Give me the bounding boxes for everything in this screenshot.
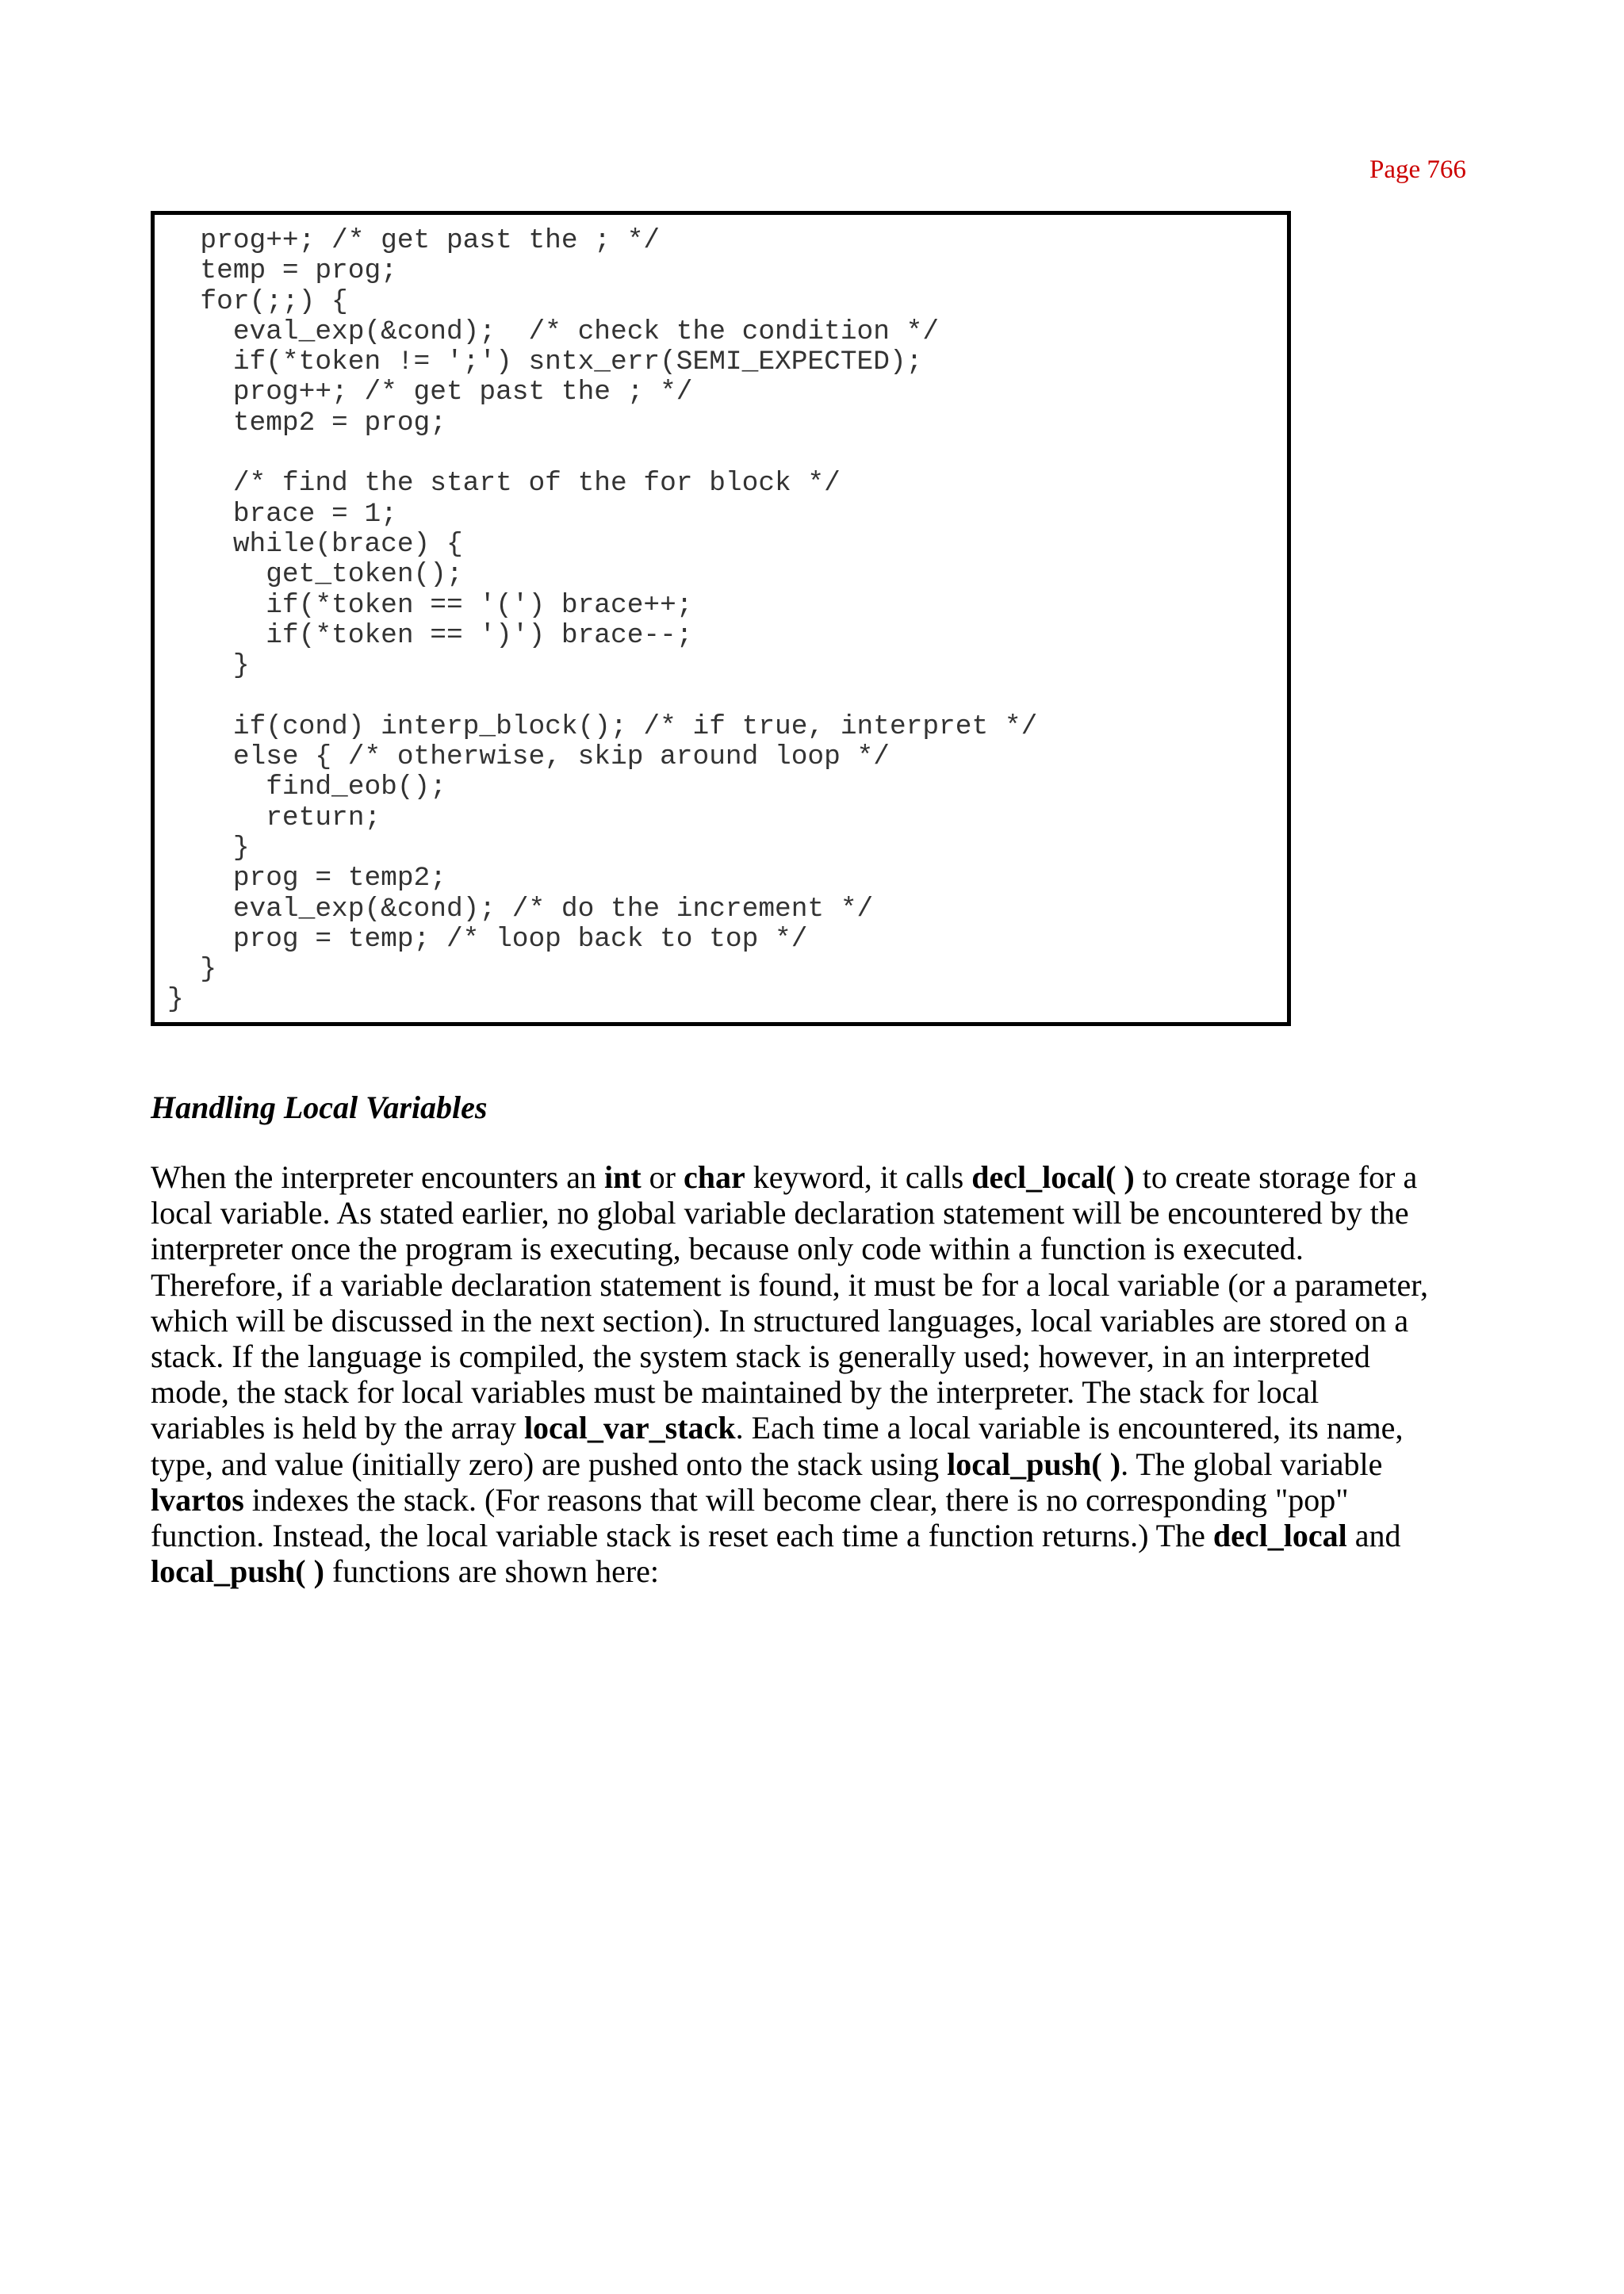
page-number: Page 766	[1369, 155, 1466, 184]
code-line: if(cond) interp_block(); /* if true, interpret */	[167, 710, 1038, 742]
text-run: functions are shown here:	[324, 1553, 660, 1590]
text-run: and	[1346, 1518, 1401, 1554]
code-line: }	[167, 984, 184, 1016]
code-line: }	[167, 832, 250, 864]
text-run: . Each time a local variable is encountered, its name,	[735, 1410, 1404, 1446]
paragraph-line: local variable. As stated earlier, no global variable declaration statement will be encountered by the	[151, 1195, 1409, 1231]
code-line: eval_exp(&cond); /* check the condition */	[167, 316, 940, 347]
code-line: temp2 = prog;	[167, 407, 446, 439]
paragraph-line: interpreter once the program is executing, because only code within a function is executed.	[151, 1231, 1304, 1267]
code-line: /* find the start of the for block */	[167, 468, 841, 500]
code-listing-box	[151, 211, 1291, 1026]
keyword-char: char	[683, 1159, 745, 1195]
code-line: eval_exp(&cond); /* do the increment */	[167, 893, 874, 925]
code-line: prog = temp2;	[167, 863, 446, 894]
paragraph-line	[151, 1159, 1483, 1195]
paragraph-line	[151, 1410, 1483, 1446]
text-run: . The global variable	[1120, 1446, 1383, 1482]
code-line: get_token();	[167, 559, 463, 591]
text-run: indexes the stack. (For reasons that will become clear, there is no corresponding "pop"	[243, 1481, 1349, 1518]
paragraph-line	[151, 1518, 1483, 1553]
code-listing	[167, 226, 1037, 1016]
identifier-local-var-stack: local_var_stack	[523, 1410, 736, 1446]
text-run: variables is held by the array	[151, 1410, 524, 1446]
paragraph-line	[151, 1553, 1483, 1589]
section-heading: Handling Local Variables	[151, 1090, 488, 1125]
code-line	[167, 439, 1037, 469]
paragraph-line	[151, 1446, 1483, 1482]
text-run: to create storage for a	[1134, 1159, 1418, 1195]
code-line: if(*token != ';') sntx_err(SEMI_EXPECTED);	[167, 347, 923, 378]
code-line: if(*token == ')') brace--;	[167, 619, 693, 651]
code-line: while(brace) {	[167, 528, 463, 560]
code-line: brace = 1;	[167, 498, 397, 530]
function-local-push: local_push( )	[151, 1553, 324, 1590]
text-run: function. Instead, the local variable stack is reset each time a function returns.) The	[151, 1518, 1213, 1554]
code-line: find_eob();	[167, 772, 446, 803]
text-run: keyword, it calls	[745, 1159, 972, 1195]
body-paragraph	[151, 1159, 1483, 1589]
paragraph-line: mode, the stack for local variables must be maintained by the interpreter. The stack for local	[151, 1374, 1320, 1411]
keyword-int: int	[603, 1159, 642, 1195]
code-line: else { /* otherwise, skip around loop */	[167, 741, 890, 773]
code-line: prog++; /* get past the ; */	[167, 225, 661, 256]
function-decl-local: decl_local( )	[971, 1159, 1135, 1195]
code-line: }	[167, 650, 250, 682]
code-line: if(*token == '(') brace++;	[167, 589, 693, 621]
paragraph-line	[151, 1482, 1483, 1518]
paragraph-line: Therefore, if a variable declaration statement is found, it must be for a local variable (or a parameter,	[151, 1266, 1428, 1303]
code-line: prog++; /* get past the ; */	[167, 377, 693, 408]
code-line: temp = prog;	[167, 255, 397, 287]
code-line: prog = temp; /* loop back to top */	[167, 923, 808, 955]
text-run: When the interpreter encounters an	[151, 1159, 604, 1195]
code-line	[167, 681, 1037, 711]
function-decl-local: decl_local	[1212, 1518, 1347, 1554]
text-run: or	[641, 1159, 684, 1195]
paragraph-line: which will be discussed in the next section). In structured languages, local variables are stored on a	[151, 1302, 1409, 1338]
function-local-push: local_push( )	[947, 1446, 1121, 1482]
code-line: }	[167, 954, 217, 986]
code-line: for(;;) {	[167, 285, 348, 317]
text-run: type, and value (initially zero) are pushed onto the stack using	[151, 1446, 948, 1482]
paragraph-line: stack. If the language is compiled, the system stack is generally used; however, in an interpreted	[151, 1338, 1370, 1375]
identifier-lvartos: lvartos	[151, 1481, 244, 1518]
code-line: return;	[167, 802, 381, 833]
